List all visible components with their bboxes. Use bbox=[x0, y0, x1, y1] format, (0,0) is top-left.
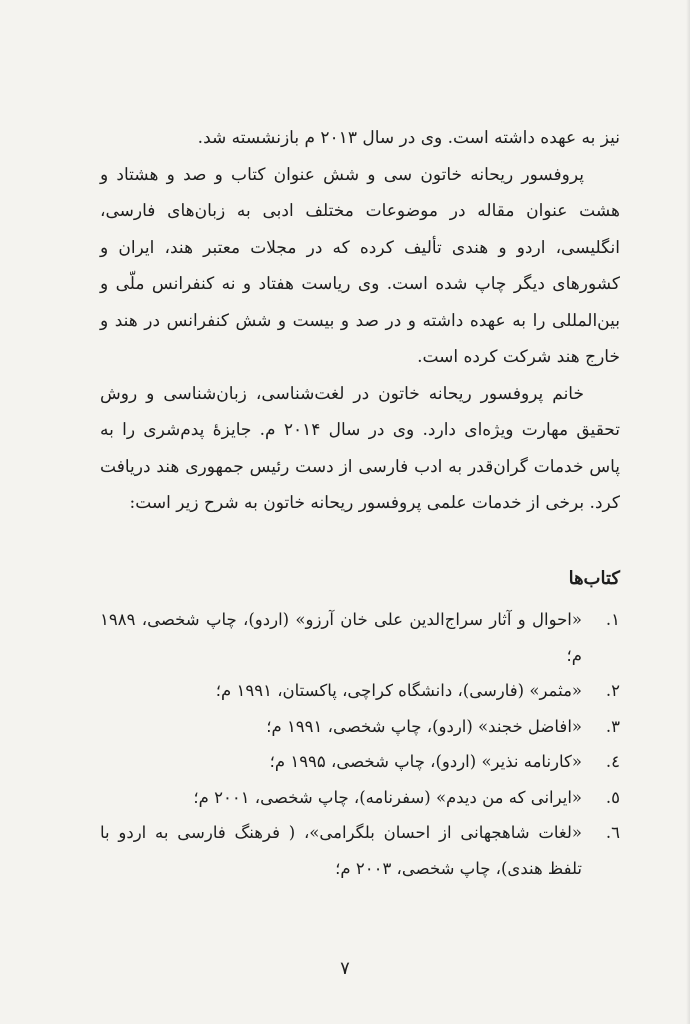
paragraph: خانم پروفسور ریحانه خاتون در لغت‌شناسی، زبان‌شناسی و روش تحقیق مهارت ویژه‌ای دارد. وی در سال ۲۰۱۴ م. جایزۀ پدم‌شری را به پاس خدمات گران‌قدر به ادب فارسی از دست رئیس جمهوری هند دریافت کرد. برخی از خدمات علمی پروفسور ریحانه خاتون به شرح زیر است: bbox=[100, 383, 620, 513]
books-list bbox=[100, 602, 620, 886]
list-item bbox=[100, 744, 620, 780]
page-number: ۷ bbox=[340, 958, 350, 979]
item-number: ۱. bbox=[605, 610, 620, 629]
item-text: «افاضل خجند» (اردو)، چاپ شخصی، ۱۹۹۱ م؛ bbox=[266, 716, 582, 736]
paragraph: نیز به عهده داشته است. وی در سال ۲۰۱۳ م بازنشسته شد. bbox=[197, 128, 620, 148]
list-item bbox=[100, 673, 620, 709]
item-number: ٥. bbox=[605, 787, 620, 807]
list-item bbox=[100, 780, 620, 816]
item-number: ٤. bbox=[605, 752, 620, 771]
list-item bbox=[100, 602, 620, 673]
paragraph: پروفسور ریحانه خاتون سی و شش عنوان کتاب و صد و هشتاد و هشت عنوان مقاله در موضوعات مختلف ادبی به زبان‌های فارسی، انگلیسی، اردو و هندی تألیف کرده که در مجلات معتبر هند، ایران و کشورهای دیگر چاپ شده است. وی ریاست هفتاد و نه کنفرانس ملّی و بین‌المللی را به عهده داشته و در صد و بیست و شش کنفرانس در هند و خارج هند شرکت کرده است. bbox=[100, 164, 620, 367]
item-number: ۲. bbox=[605, 681, 620, 700]
scan-edge-shadow bbox=[686, 0, 690, 1024]
item-text: «کارنامه نذیر» (اردو)، چاپ شخصی، ۱۹۹۵ م؛ bbox=[269, 752, 582, 771]
item-text: «لغات شاهجهانی از احسان بلگرامی»، ( فرهنگ فارسی به اردو با تلفظ هندی)، چاپ شخصی، ۲۰۰۳ م؛ bbox=[100, 823, 582, 878]
list-item bbox=[100, 815, 620, 886]
item-text: «احوال و آثار سراج‌الدین علی خان آرزو» (اردو)، چاپ شخصی، ۱۹۸۹ م؛ bbox=[100, 610, 582, 665]
books-heading: کتاب‌ها bbox=[568, 568, 620, 589]
item-text: «مثمر» (فارسی)، دانشگاه کراچی، پاکستان، ۱۹۹۱ م؛ bbox=[215, 681, 582, 700]
item-number: ٦. bbox=[605, 823, 620, 842]
item-number: ۳. bbox=[605, 716, 620, 736]
list-item bbox=[100, 709, 620, 745]
item-text: «ایرانی که من دیدم» (سفرنامه)، چاپ شخصی، ۲۰۰۱ م؛ bbox=[193, 787, 582, 807]
body-text bbox=[100, 120, 620, 522]
